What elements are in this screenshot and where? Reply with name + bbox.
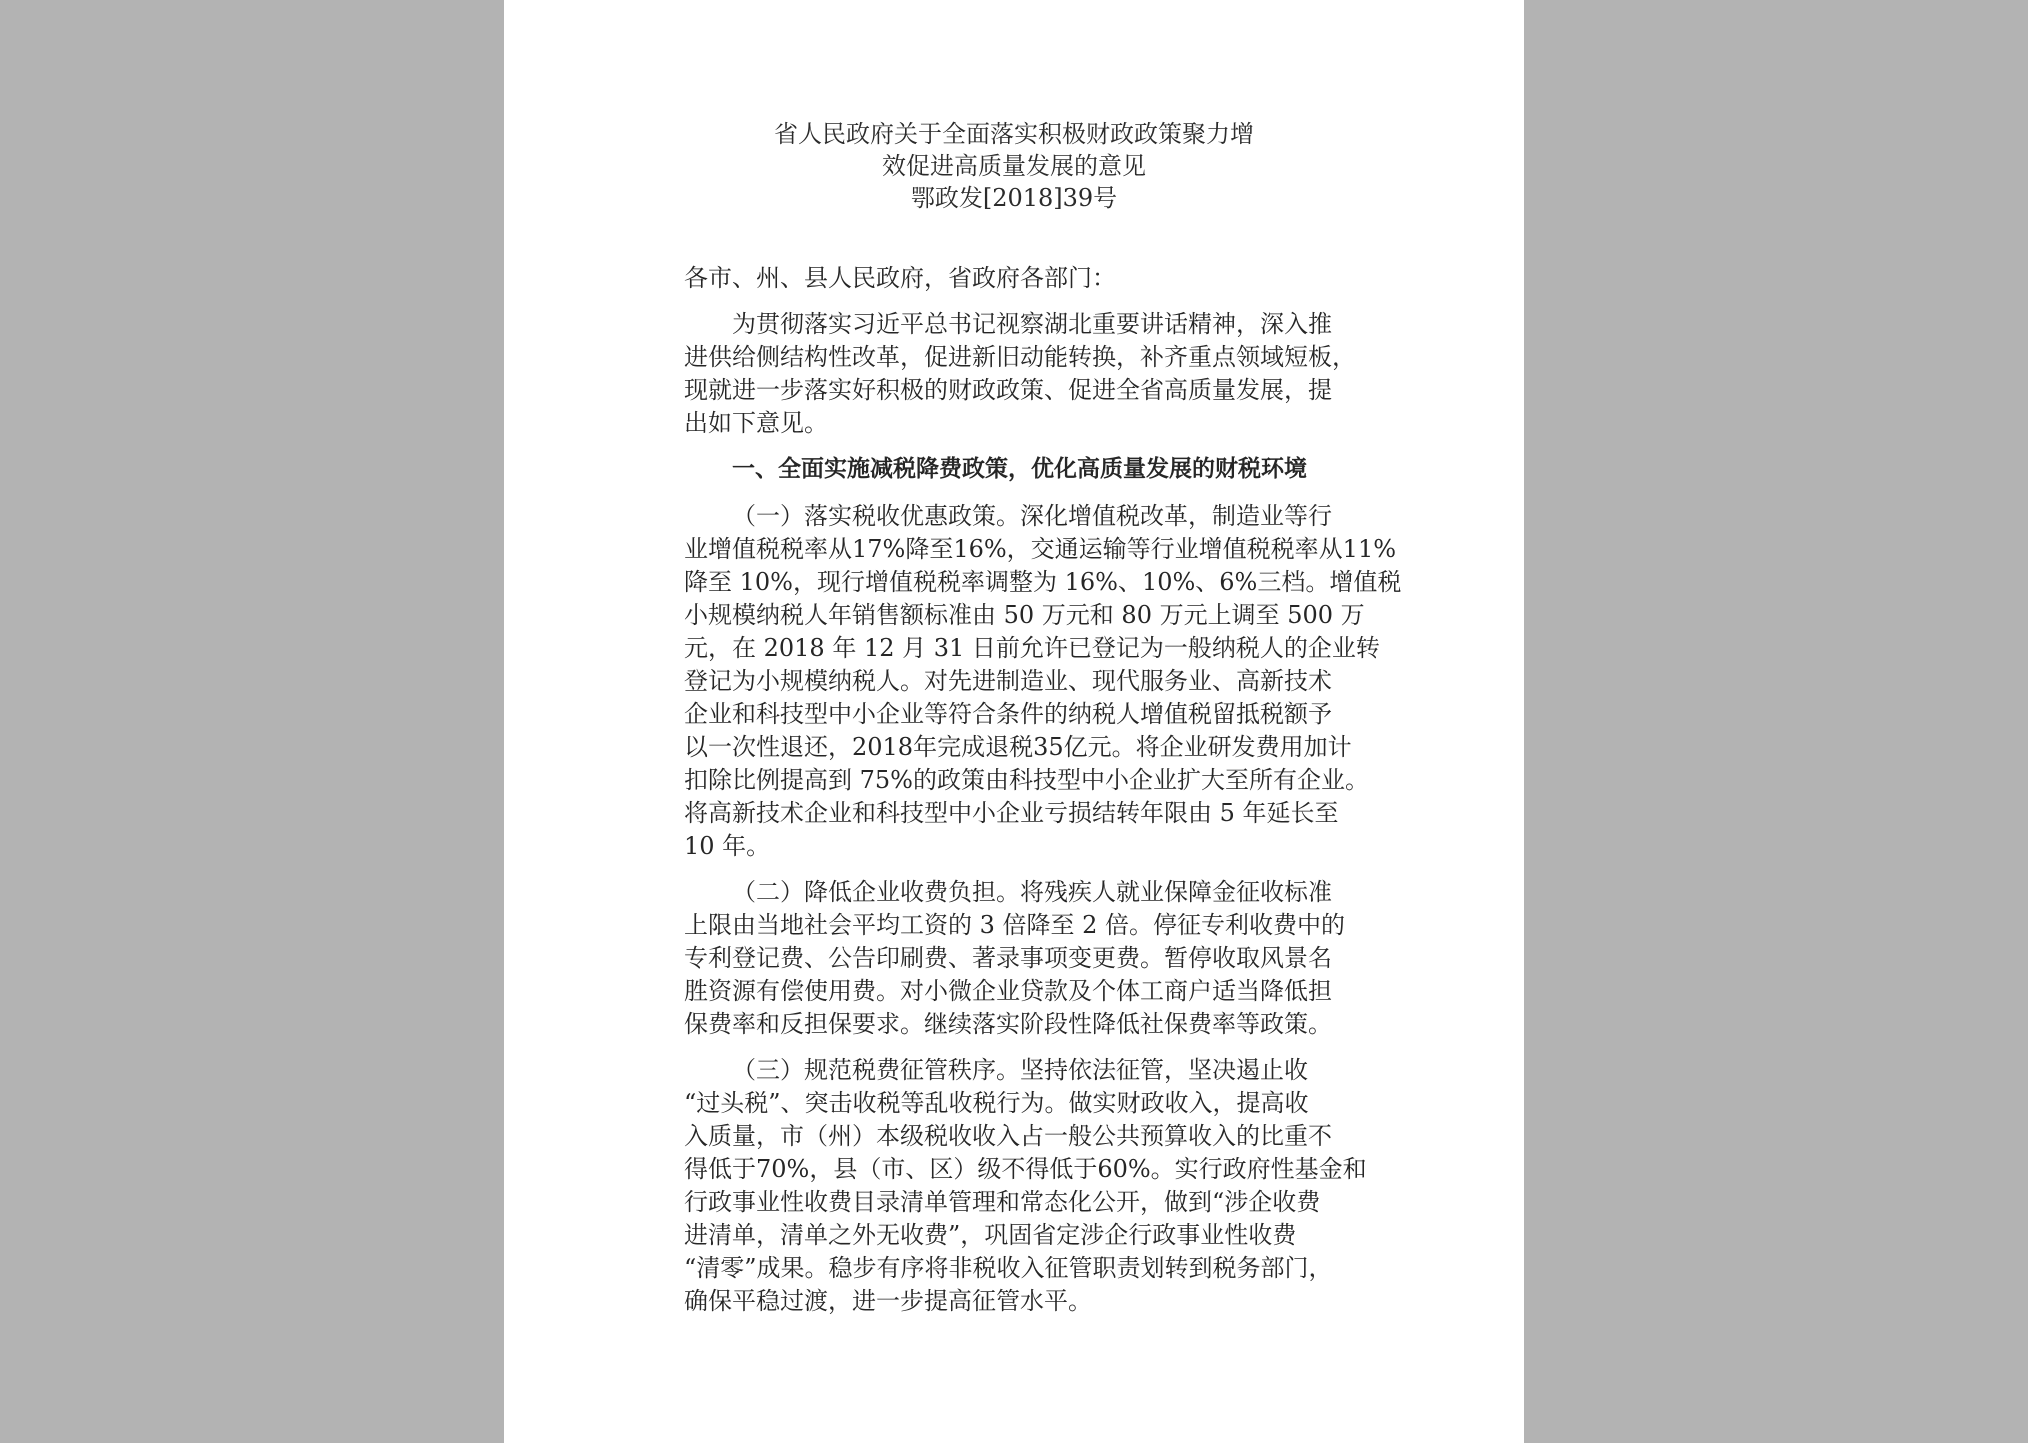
title-line-1: 省人民政府关于全面落实积极财政政策聚力增 (774, 120, 1254, 148)
text-line: （三）规范税费征管秩序。坚持依法征管，坚决遏止收 (732, 1056, 1308, 1084)
text-line: 元，在 2018 年 12 月 31 日前允许已登记为一般纳税人的企业转 (684, 634, 1380, 662)
intro-paragraph (684, 308, 1356, 440)
text-line: 以一次性退还，2018年完成退税35亿元。将企业研发费用加计 (684, 733, 1352, 761)
text-line: “过头税”、突击收税等乱收税行为。做实财政收入，提高收 (684, 1089, 1309, 1117)
text-line: 胜资源有偿使用费。对小微企业贷款及个体工商户适当降低担 (684, 977, 1332, 1005)
text-line: 降至 10%，现行增值税税率调整为 16%、10%、6%三档。增值税 (684, 568, 1402, 596)
text-line: （一）落实税收优惠政策。深化增值税改革，制造业等行 (732, 502, 1332, 530)
item-3-paragraph (684, 1054, 1367, 1318)
salutation (684, 262, 1344, 295)
document-title (504, 118, 1524, 214)
text-line: 企业和科技型中小企业等符合条件的纳税人增值税留抵税额予 (684, 700, 1332, 728)
text-line: 为贯彻落实习近平总书记视察湖北重要讲话精神，深入推 (732, 310, 1332, 338)
document-page (504, 0, 1524, 1443)
item-1-paragraph (684, 500, 1402, 863)
text-line: 现就进一步落实好积极的财政政策、促进全省高质量发展，提 (684, 376, 1332, 404)
text-line: 业增值税税率从17%降至16%，交通运输等行业增值税税率从11% (684, 535, 1397, 563)
text-line: 专利登记费、公告印刷费、著录事项变更费。暂停收取风景名 (684, 944, 1332, 972)
text-line: 扣除比例提高到 75%的政策由科技型中小企业扩大至所有企业。 (684, 766, 1369, 794)
text-line: 确保平稳过渡，进一步提高征管水平。 (684, 1287, 1092, 1315)
text-line: 10 年。 (684, 832, 771, 860)
text-line: 进清单，清单之外无收费”，巩固省定涉企行政事业性收费 (684, 1221, 1297, 1249)
text-line: （二）降低企业收费负担。将残疾人就业保障金征收标准 (732, 878, 1332, 906)
text-line: 将高新技术企业和科技型中小企业亏损结转年限由 5 年延长至 (684, 799, 1339, 827)
text-line: 得低于70%，县（市、区）级不得低于60%。实行政府性基金和 (684, 1155, 1367, 1183)
text-line: 小规模纳税人年销售额标准由 50 万元和 80 万元上调至 500 万 (684, 601, 1365, 629)
text-line: 登记为小规模纳税人。对先进制造业、现代服务业、高新技术 (684, 667, 1332, 695)
document-body (684, 262, 1402, 1331)
text-line: 入质量，市（州）本级税收收入占一般公共预算收入的比重不 (684, 1122, 1332, 1150)
document-number: 鄂政发[2018]39号 (910, 184, 1118, 212)
text-line: 行政事业性收费目录清单管理和常态化公开，做到“涉企收费 (684, 1188, 1321, 1216)
item-2-paragraph (684, 876, 1344, 1041)
text-line: 出如下意见。 (684, 409, 828, 437)
section-1-heading: 一、全面实施减税降费政策，优化高质量发展的财税环境 (732, 456, 1307, 482)
text-line: 保费率和反担保要求。继续落实阶段性降低社保费率等政策。 (684, 1010, 1332, 1038)
text-line: 上限由当地社会平均工资的 3 倍降至 2 倍。停征专利收费中的 (684, 911, 1346, 939)
text-line: 进供给侧结构性改革，促进新旧动能转换，补齐重点领域短板， (684, 343, 1356, 371)
text-line: “清零”成果。稳步有序将非税收入征管职责划转到税务部门， (684, 1254, 1333, 1282)
title-line-2: 效促进高质量发展的意见 (882, 152, 1146, 180)
salutation-text: 各市、州、县人民政府，省政府各部门： (684, 264, 1116, 292)
